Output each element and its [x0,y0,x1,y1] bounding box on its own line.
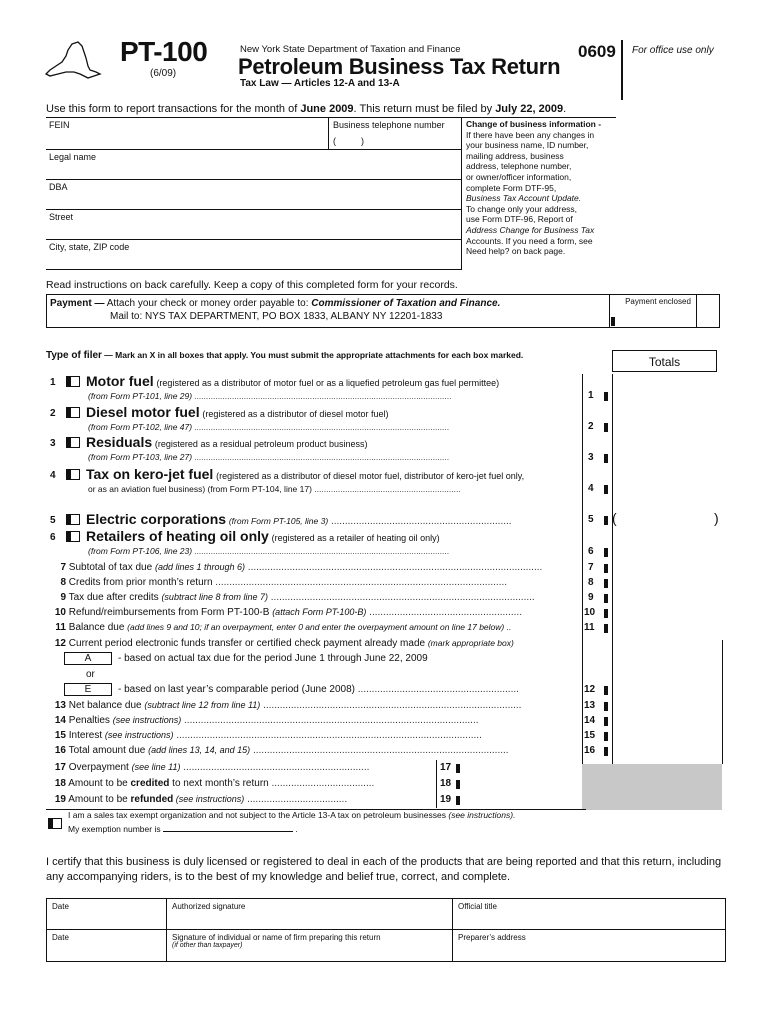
line-5-paren-close: ) [714,510,719,526]
exempt-statement: I am a sales tax exempt organization and not subject to the Article 13-A tax on petroleum businesses (see instructions). [68,810,516,820]
line-12-option-a-box[interactable]: A [64,652,112,665]
signature-table [46,898,726,962]
signature-table-vline-1 [166,898,167,962]
line-12-number: 12 [584,684,596,695]
certification-statement: I certify that this business is duly licensed or registered to deal in each of the products that are being reported and that this return, including any accompanying riders, is to the best of my knowledge and belief true, correct, and complete. [46,856,722,883]
change-of-business-info [466,119,618,257]
read-instructions-note: Read instructions on back carefully. Keep a copy of this completed form for your records. [46,279,458,291]
line-18: 18 Amount to be credited to next month’s return ..................................... [54,778,375,789]
mailing-address: Mail to: NYS TAX DEPARTMENT, PO BOX 1833, ALBANY NY 12201-1833 [110,311,443,322]
motor-fuel-source: (from Form PT-101, line 29) ............................................................................................................. [88,391,452,401]
business-phone-field[interactable] [328,118,462,150]
legal-name-field[interactable] [46,150,462,180]
residuals-source: (from Form PT-103, line 27) ............................................................................................................ [88,452,450,462]
period-code: 0609 [578,42,616,61]
authorized-signature-field[interactable]: Authorized signature [172,902,246,911]
date-field-1[interactable]: Date [52,902,69,911]
header-divider [621,40,623,100]
tax-law-reference: Tax Law — Articles 12-A and 13-A [240,78,400,89]
line-13-number: 13 [584,700,596,711]
type-of-filer-heading: Type of filer — Mark an X in all boxes that apply. You must submit the appropriate attachments for each box marked. [46,350,524,361]
legal-name-label: Legal name [49,152,97,162]
motor-fuel-checkbox[interactable] [66,376,80,387]
payment-divider [609,294,610,328]
shaded-area [582,764,722,810]
line-4-number: 4 [588,483,594,494]
kero-jet-fuel-label: Tax on kero-jet fuel (registered as a distributor of diesel motor fuel, distributor of kero-jet fuel only, [86,466,525,482]
line-16-amount[interactable] [604,747,608,756]
line-5-paren-open: ( [612,510,617,526]
line-7-number: 7 [588,562,594,573]
motor-fuel-label: Motor fuel (registered as a distributor of motor fuel or as a liquefied petroleum gas fuel permittee) [86,373,500,389]
diesel-motor-fuel-checkbox[interactable] [66,407,80,418]
line-13: 13 Net balance due (subtract line 12 from line 11) ............................................................................................. [54,700,522,711]
line-19: 19 Amount to be refunded (see instructions) .................................... [54,794,348,805]
line-12-option-a-text: - based on actual tax due for the period June 1 through June 22, 2009 [118,653,428,664]
line-5-amount[interactable] [604,516,608,525]
dba-field[interactable] [46,180,462,210]
sales-tax-exempt-checkbox[interactable] [48,818,62,829]
exemption-number-label: My exemption number is . [68,824,298,834]
change-info-heading: Change of business information - [466,119,602,129]
line-12-option-e-box[interactable]: E [64,683,112,696]
dba-label: DBA [49,182,68,192]
line-8: 8 Credits from prior month’s return ......................................................................................................... [60,577,508,588]
date-field-2[interactable]: Date [52,933,69,942]
residuals-checkbox[interactable] [66,437,80,448]
line-15-number: 15 [584,730,596,741]
change-info-line: complete Form DTF-95, [466,182,557,193]
taxpayer-info-box [46,118,462,270]
line-6-number: 6 [588,546,594,557]
street-label: Street [49,212,74,222]
preparer-signature-field[interactable] [168,930,385,952]
line-3-number: 3 [588,452,594,463]
line-9-number: 9 [588,592,594,603]
change-info-line: Business Tax Account Update. [466,193,582,204]
totals-column-heading: Totals [612,350,717,372]
kero-jet-fuel-checkbox[interactable] [66,469,80,480]
line-17-amount[interactable] [456,764,460,773]
line-1-number: 1 [588,390,594,401]
heating-oil-retailer-label: Retailers of heating oil only (registered as a retailer of heating oil only) [86,528,440,544]
change-info-line: Need help? on back page. [466,246,566,257]
line-19-number: 19 [440,794,452,805]
line-10: 10 Refund/reimbursements from Form PT-100-B (attach Form PT-100-B) ....................................................... [54,607,522,618]
signature-table-vline-2 [452,898,453,962]
change-info-line: Address Change for Business Tax [466,224,595,235]
line-14-amount[interactable] [604,717,608,726]
change-info-line: address, telephone number, [466,161,572,172]
change-info-line: Accounts. If you need a form, see [466,235,593,246]
payment-instruction: Payment — Attach your check or money order payable to: Commissioner of Taxation and Finance. [50,298,501,309]
line-18-amount[interactable] [456,780,460,789]
phone-area-code: ( ) [333,136,364,146]
line-17: 17 Overpayment (see line 11) ................................................................... [54,762,370,773]
filing-instructions: Use this form to report transactions for the month of June 2009. This return must be filed by July 22, 2009. [46,103,567,115]
line-12: 12 Current period electronic funds transfer or certified check payment already made (mark appropriate box) [54,638,514,649]
new-york-state-map-icon [44,40,102,88]
line-11-number: 11 [584,622,595,633]
line-1-amount[interactable] [604,392,608,401]
line-18-number: 18 [440,778,452,789]
kero-jet-fuel-source: or as an aviation fuel business) (from Form PT-104, line 17) .............................................................. [88,484,461,494]
change-info-line: or owner/officer information, [466,171,572,182]
preparer-note: (if other than taxpayer) [172,942,243,949]
phone-label: Business telephone number [333,120,445,130]
line-12-option-e-text: - based on last year’s comparable period (June 2008) .......................................................... [118,684,519,695]
line-17-number: 17 [440,762,452,773]
residuals-label: Residuals (registered as a residual petroleum product business) [86,434,368,450]
preparer-address-field[interactable]: Preparer’s address [458,933,526,942]
payment-enclosed-label: Payment enclosed [625,297,691,306]
heating-oil-retailer-source: (from Form PT-106, line 23) ............................................................................................................ [88,546,450,556]
line-9-amount[interactable] [604,594,608,603]
filer-item-6: 6 [50,532,56,543]
change-info-line: use Form DTF-96, Report of [466,214,573,225]
line-8-number: 8 [588,577,594,588]
line-13-amount[interactable] [604,702,608,711]
line-3-amount[interactable] [604,454,608,463]
change-info-line: mailing address, business [466,150,564,161]
electric-corporations-label: Electric corporations (from Form PT-105, line 3) ................................................................. [86,511,512,527]
filer-item-5: 5 [50,515,56,526]
line-10-number: 10 [584,607,596,618]
official-title-field[interactable]: Official title [458,902,497,911]
preparer-signature-label: Signature of individual or name of firm preparing this return [172,933,381,942]
line-19-amount[interactable] [456,796,460,805]
form-revision: (6/09) [150,68,177,79]
line-11-amount[interactable] [604,624,608,633]
electric-corporations-checkbox[interactable] [66,514,80,525]
line-5-number: 5 [588,514,594,525]
filer-item-4: 4 [50,470,56,481]
line-10-amount[interactable] [604,609,608,618]
filer-item-2: 2 [50,408,56,419]
payment-enclosed-marker[interactable] [611,317,615,326]
street-field[interactable] [46,210,462,240]
form-title: Petroleum Business Tax Return [238,54,561,79]
totals-column-edge [722,640,723,764]
city-state-zip-label: City, state, ZIP code [49,242,130,252]
heating-oil-retailer-checkbox[interactable] [66,531,80,542]
signature-table-hline [46,929,726,930]
line-14: 14 Penalties (see instructions) .......................................................................................................... [54,715,479,726]
totals-column-right [612,374,613,764]
line-11: 11 Balance due (add lines 9 and 10; if an overpayment, enter 0 and enter the overpayment amount on line 17 below) .. [55,622,512,633]
totals-column-left [582,374,583,764]
line-15: 15 Interest (see instructions) .............................................................................................................. [54,730,482,741]
form-number: PT-100 [120,36,208,67]
fein-field[interactable] [46,118,328,150]
city-state-zip-field[interactable] [46,240,462,270]
filer-item-1: 1 [50,377,56,388]
filer-item-3: 3 [50,438,56,449]
line-8-amount[interactable] [604,579,608,588]
office-use-label: For office use only [632,45,714,56]
change-info-line: To change only your address, [466,203,578,214]
line-6-amount[interactable] [604,548,608,557]
line-16: 16 Total amount due (add lines 13, 14, and 15) ............................................................................................ [54,745,509,756]
line-4-amount[interactable] [604,485,608,494]
line-16-number: 16 [584,745,596,756]
diesel-motor-fuel-source: (from Form PT-102, line 47) ............................................................................................................ [88,422,450,432]
change-info-line: If there have been any changes in [466,129,595,140]
diesel-motor-fuel-label: Diesel motor fuel (registered as a distributor of diesel motor fuel) [86,404,389,420]
change-info-line: your business name, ID number, [466,140,589,151]
line-9: 9 Tax due after credits (subtract line 8 from line 7) ............................................................................................... [60,592,535,603]
fein-label: FEIN [49,120,70,130]
line-15-amount[interactable] [604,732,608,741]
line-12-amount[interactable] [604,686,608,695]
department-name: New York State Department of Taxation and Finance [240,44,461,55]
line-2-amount[interactable] [604,423,608,432]
line-2-number: 2 [588,421,594,432]
line-7-amount[interactable] [604,564,608,573]
line-14-number: 14 [584,715,596,726]
line-7: 7 Subtotal of tax due (add lines 1 through 6) .......................................................................................................... [60,562,543,573]
line-12-or: or [86,669,95,680]
